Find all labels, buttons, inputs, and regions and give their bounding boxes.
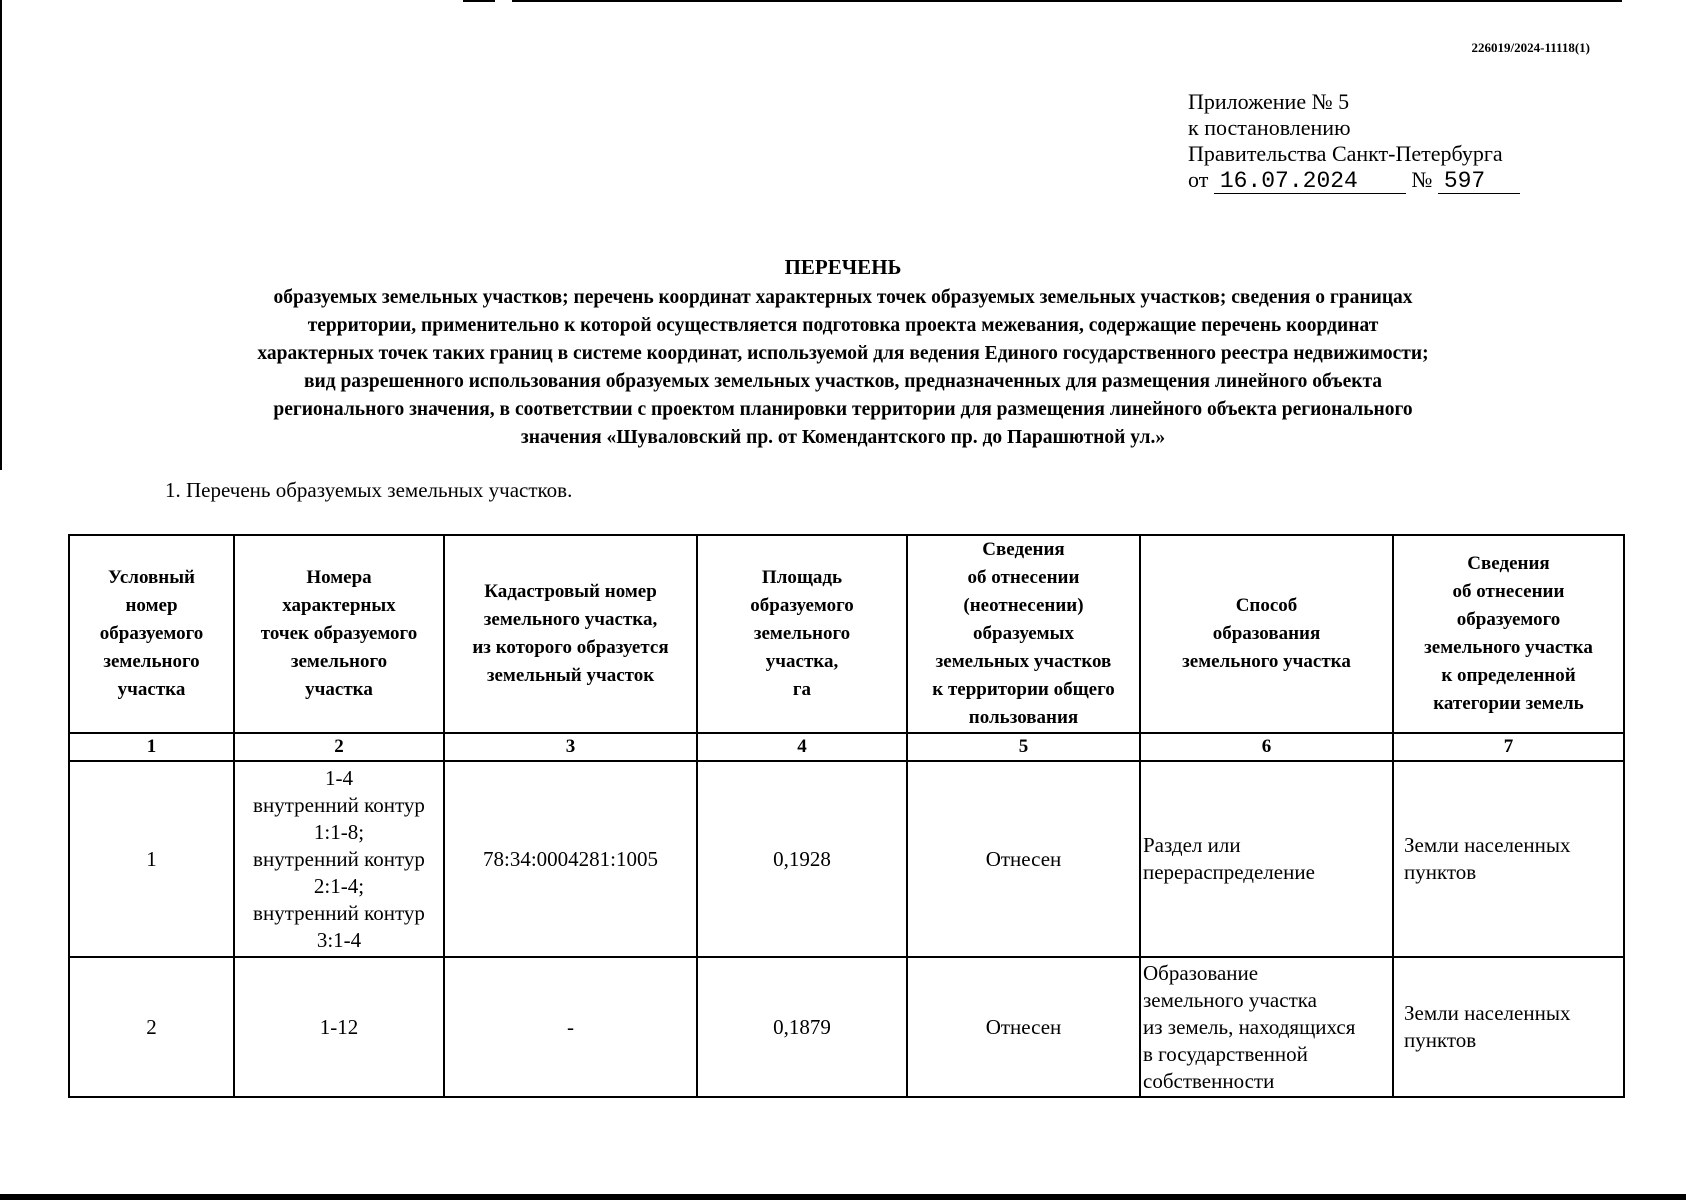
point-numbers: [234, 761, 444, 957]
cell-line: 1-4: [325, 765, 353, 790]
table-header-row: [69, 535, 1624, 733]
cell-line: Земли населенных: [1404, 833, 1571, 857]
cell-line: земельного участка: [1143, 987, 1317, 1012]
cell-line: из которого образуется: [472, 637, 669, 658]
cell-line: внутренний контур: [253, 846, 425, 871]
cell-line: образуемых: [973, 623, 1074, 644]
cell-line: образуемого: [1456, 609, 1561, 630]
document-title: ПЕРЕЧЕНЬ: [784, 255, 902, 279]
column-number: 4: [697, 733, 907, 761]
cell-line: перераспределение: [1143, 860, 1315, 884]
header-cell: [1393, 535, 1624, 733]
appendix-date-line: [1188, 167, 1588, 194]
cell-line: земельного: [290, 651, 388, 672]
cell-line: участка: [117, 679, 186, 700]
point-numbers: [234, 957, 444, 1097]
cell-line: земельного: [753, 623, 851, 644]
cell-line: 3:1-4: [316, 927, 362, 952]
cell-line: в государственной: [1143, 1041, 1308, 1066]
resolution-date: 16.07.2024: [1214, 169, 1406, 194]
cell-line: 1:1-8;: [313, 819, 365, 844]
subtitle-line: вид разрешенного использования образуемых земельных участков, предназначенных для размещения линейного объекта: [303, 371, 1383, 392]
subtitle-line: образуемых земельных участков; перечень координат характерных точек образуемых земельных участков; сведения о границах: [273, 287, 1413, 308]
cell-line: из земель, находящихся: [1143, 1014, 1356, 1039]
plot-number: 2: [69, 957, 234, 1097]
subtitle-line: регионального значения, в соответствии с проектом планировки территории для размещения линейного объекта регионального: [273, 399, 1413, 420]
cell-line: Кадастровый номер: [484, 581, 657, 602]
cadastral-number: 78:34:0004281:1005: [444, 761, 697, 957]
top-rule: [512, 0, 1622, 2]
cell-line: га: [792, 679, 812, 700]
cell-line: Условный: [107, 567, 195, 588]
column-number: 2: [234, 733, 444, 761]
table-row: [69, 957, 1624, 1097]
cell-line: земельного: [103, 651, 200, 672]
plot-area: 0,1879: [697, 957, 907, 1097]
header-cell: [69, 535, 234, 733]
cell-line: об отнесении: [967, 567, 1080, 588]
column-number: 1: [69, 733, 234, 761]
appendix-block: [1188, 89, 1588, 194]
resolution-number: 597: [1438, 169, 1520, 194]
cell-line: 1-12: [319, 1014, 359, 1039]
cell-line: земельный участок: [486, 665, 655, 686]
cell-line: образуемого: [750, 595, 854, 616]
cell-line: собственности: [1143, 1068, 1275, 1093]
column-number: 7: [1393, 733, 1624, 761]
from-label: от: [1188, 167, 1209, 192]
appendix-line: Правительства Санкт-Петербурга: [1188, 141, 1503, 166]
cell-line: земельного участка,: [483, 609, 658, 630]
header-cell: [697, 535, 907, 733]
cell-line: участка,: [765, 651, 839, 672]
subtitle-line: характерных точек таких границ в системе координат, используемой для ведения Единого государственного реестра недвижимости;: [257, 343, 1429, 364]
header-cell: [444, 535, 697, 733]
cell-line: образуемого: [99, 623, 204, 644]
cell-line: Способ: [1235, 595, 1298, 616]
cell-line: пользования: [968, 707, 1079, 728]
scan-edge: [0, 0, 2, 470]
cell-line: пунктов: [1404, 860, 1477, 884]
document-subtitle: [100, 284, 1586, 452]
cell-line: точек образуемого: [260, 623, 418, 644]
cell-line: Площадь: [761, 567, 843, 588]
cell-line: к определенной: [1441, 665, 1576, 686]
formation-method: [1140, 957, 1393, 1097]
cell-line: земельного участка: [1182, 651, 1351, 672]
cell-line: Земли населенных: [1404, 1001, 1571, 1025]
formation-method: [1140, 761, 1393, 957]
land-category: [1393, 761, 1624, 957]
cell-line: участка: [305, 679, 373, 700]
cell-line: пунктов: [1404, 1028, 1477, 1052]
number-label: №: [1411, 167, 1433, 192]
cell-line: внутренний контур: [253, 900, 425, 925]
plot-number: 1: [69, 761, 234, 957]
column-number: 5: [907, 733, 1140, 761]
cell-line: внутренний контур: [253, 792, 425, 817]
cell-line: к территории общего: [932, 679, 1115, 700]
cell-line: образования: [1212, 623, 1321, 644]
column-number: 6: [1140, 733, 1393, 761]
header-cell: [907, 535, 1140, 733]
cell-line: (неотнесении): [963, 595, 1084, 616]
header-cell: [1140, 535, 1393, 733]
cell-line: Сведения: [1467, 553, 1550, 574]
table-row: [69, 761, 1624, 957]
cell-line: Сведения: [982, 539, 1065, 560]
cell-line: Образование: [1143, 960, 1259, 985]
appendix-line: Приложение № 5: [1188, 89, 1350, 114]
section-title: 1. Перечень образуемых земельных участков.: [165, 478, 573, 502]
appendix-line: к постановлению: [1188, 115, 1351, 140]
cell-line: земельного участка: [1424, 637, 1593, 658]
plot-area: 0,1928: [697, 761, 907, 957]
cell-line: об отнесении: [1452, 581, 1565, 602]
column-number-row: [69, 733, 1624, 761]
land-category: [1393, 957, 1624, 1097]
subtitle-line: значения «Шуваловский пр. от Комендантского пр. до Парашютной ул.»: [520, 427, 1166, 448]
cell-line: категории земель: [1433, 693, 1584, 714]
cadastral-number: -: [444, 957, 697, 1097]
header-cell: [234, 535, 444, 733]
cell-line: Раздел или: [1143, 833, 1241, 857]
column-number: 3: [444, 733, 697, 761]
cell-line: характерных: [282, 595, 396, 616]
land-plots-table: [68, 534, 1625, 1098]
document-id: 226019/2024-11118(1): [1471, 40, 1590, 55]
cell-line: Номера: [306, 567, 372, 588]
scan-edge: [0, 1194, 1686, 1200]
public-use-status: Отнесен: [907, 761, 1140, 957]
public-use-status: Отнесен: [907, 957, 1140, 1097]
subtitle-line: территории, применительно к которой осуществляется подготовка проекта межевания, содержащие перечень координат: [307, 315, 1379, 336]
top-rule: [463, 0, 495, 2]
cell-line: номер: [125, 595, 178, 616]
cell-line: 2:1-4;: [313, 873, 365, 898]
cell-line: земельных участков: [935, 651, 1112, 672]
